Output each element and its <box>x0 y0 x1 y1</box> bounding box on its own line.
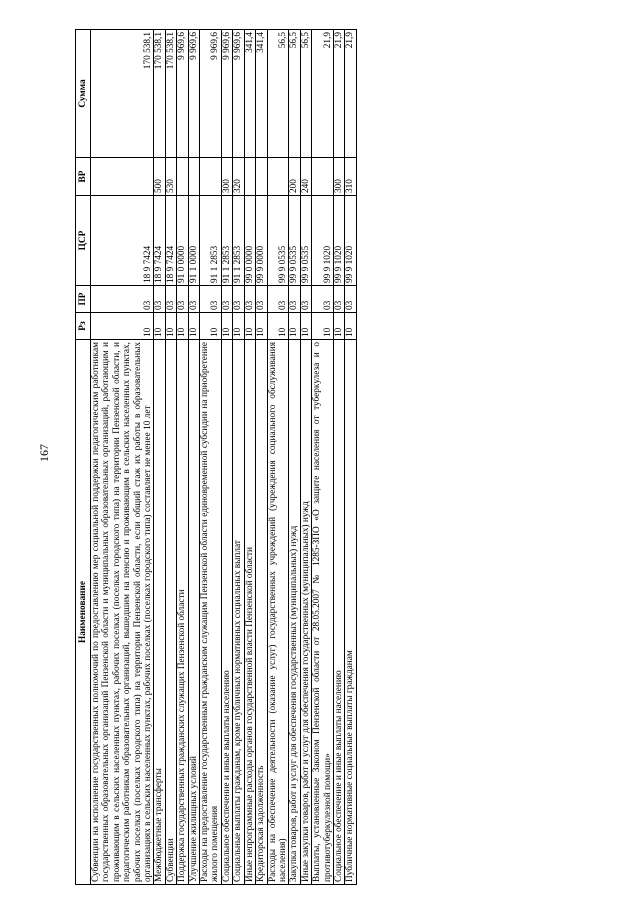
row-pr: 03 <box>333 286 344 313</box>
table-row <box>289 30 300 885</box>
row-vr <box>256 158 267 196</box>
row-sum: 9 969,6 <box>200 30 222 158</box>
row-name: Улучшение жилищных условий <box>188 340 199 885</box>
row-sum: 56,5 <box>300 30 311 158</box>
table-row <box>154 30 165 885</box>
row-name: Субвенции <box>165 340 176 885</box>
table-row <box>177 30 188 885</box>
row-csr: 99 9 1020 <box>333 196 344 286</box>
row-sum: 170 538,1 <box>91 30 154 158</box>
header-sum: Сумма <box>76 30 91 158</box>
table-row <box>165 30 176 885</box>
table-row <box>244 30 255 885</box>
table-row <box>221 30 232 885</box>
row-csr: 18 9 7424 <box>154 196 165 286</box>
row-sum: 341,4 <box>244 30 255 158</box>
row-csr: 91 0 0000 <box>177 196 188 286</box>
header-rz: Рз <box>76 313 91 340</box>
row-sum: 9 969,6 <box>188 30 199 158</box>
table-row <box>91 30 154 885</box>
row-pr: 03 <box>154 286 165 313</box>
row-name: Социальное обеспечение и иные выплаты населению <box>333 340 344 885</box>
row-name: Иные закупки товаров, работ и услуг для обеспечения государственных (муниципальных) нужд <box>300 340 311 885</box>
row-rz: 10 <box>221 313 232 340</box>
row-csr: 91 1 2853 <box>221 196 232 286</box>
row-rz: 10 <box>177 313 188 340</box>
row-name: Закупка товаров, работ и услуг для обеспечения государственных (муниципальных) нужд <box>289 340 300 885</box>
row-pr: 03 <box>91 286 154 313</box>
row-vr <box>188 158 199 196</box>
row-sum: 21,9 <box>345 30 356 158</box>
row-csr: 18 9 7424 <box>91 196 154 286</box>
row-pr: 03 <box>312 286 334 313</box>
rotated-content <box>75 30 515 885</box>
row-rz: 10 <box>200 313 222 340</box>
row-pr: 03 <box>345 286 356 313</box>
row-sum: 21,9 <box>333 30 344 158</box>
row-vr: 310 <box>345 158 356 196</box>
page-number: 167 <box>37 444 51 462</box>
row-rz: 10 <box>333 313 344 340</box>
row-vr: 200 <box>289 158 300 196</box>
row-csr: 99 9 0000 <box>256 196 267 286</box>
row-vr: 500 <box>154 158 165 196</box>
row-sum: 56,5 <box>267 30 289 158</box>
row-csr: 99 9 0535 <box>267 196 289 286</box>
row-name: Кредиторская задолженность <box>256 340 267 885</box>
row-sum: 341,4 <box>256 30 267 158</box>
budget-table <box>75 29 357 885</box>
row-rz: 10 <box>345 313 356 340</box>
row-pr: 03 <box>233 286 244 313</box>
row-csr: 91 1 2853 <box>233 196 244 286</box>
row-vr <box>200 158 222 196</box>
row-sum: 21,9 <box>312 30 334 158</box>
row-vr <box>244 158 255 196</box>
row-rz: 10 <box>267 313 289 340</box>
row-vr: 320 <box>233 158 244 196</box>
row-sum: 56,5 <box>289 30 300 158</box>
row-csr: 99 9 1020 <box>312 196 334 286</box>
row-sum: 9 969,6 <box>221 30 232 158</box>
row-vr <box>312 158 334 196</box>
row-vr <box>177 158 188 196</box>
row-name: Поддержка государственных гражданских служащих Пензенской области <box>177 340 188 885</box>
table-row <box>188 30 199 885</box>
header-row <box>76 30 91 885</box>
row-sum: 9 969,6 <box>177 30 188 158</box>
table-row <box>256 30 267 885</box>
row-rz: 10 <box>244 313 255 340</box>
row-name: Публичные нормативные социальные выплаты гражданам <box>345 340 356 885</box>
row-pr: 03 <box>256 286 267 313</box>
table-row <box>200 30 222 885</box>
header-name: Наименование <box>76 340 91 885</box>
row-csr: 18 9 7424 <box>165 196 176 286</box>
row-rz: 10 <box>91 313 154 340</box>
row-pr: 03 <box>244 286 255 313</box>
table-row <box>345 30 356 885</box>
row-rz: 10 <box>165 313 176 340</box>
row-vr <box>267 158 289 196</box>
header-csr: ЦСР <box>76 196 91 286</box>
row-name: Социальные выплаты гражданам, кроме публичных нормативных социальных выплат <box>233 340 244 885</box>
header-vr: ВР <box>76 158 91 196</box>
row-csr: 99 0 0000 <box>244 196 255 286</box>
row-csr: 99 9 1020 <box>345 196 356 286</box>
row-vr: 300 <box>221 158 232 196</box>
table-row <box>312 30 334 885</box>
row-name: Расходы на обеспечение деятельности (оказание услуг) государственных учреждений (учреждения социального обслуживания населения) <box>267 340 289 885</box>
row-pr: 03 <box>289 286 300 313</box>
row-rz: 10 <box>154 313 165 340</box>
table-row <box>300 30 311 885</box>
row-rz: 10 <box>300 313 311 340</box>
row-rz: 10 <box>233 313 244 340</box>
row-csr: 99 9 0535 <box>289 196 300 286</box>
row-pr: 03 <box>267 286 289 313</box>
row-name: Социальное обеспечение и иные выплаты населению <box>221 340 232 885</box>
row-rz: 10 <box>256 313 267 340</box>
table-row <box>333 30 344 885</box>
row-pr: 03 <box>221 286 232 313</box>
row-rz: 10 <box>188 313 199 340</box>
row-vr <box>91 158 154 196</box>
row-name: Выплаты, установленные Законом Пензенской области от 28.05.2007 № 1285-ЗПО «О защите населения от туберкулеза и о противотуберкулезной помощи» <box>312 340 334 885</box>
table-row <box>233 30 244 885</box>
row-csr: 91 1 2853 <box>200 196 222 286</box>
row-vr: 530 <box>165 158 176 196</box>
row-sum: 170 538,1 <box>165 30 176 158</box>
row-sum: 9 969,6 <box>233 30 244 158</box>
row-pr: 03 <box>165 286 176 313</box>
row-vr: 300 <box>333 158 344 196</box>
row-pr: 03 <box>200 286 222 313</box>
row-name: Межбюджетные трансферты <box>154 340 165 885</box>
row-pr: 03 <box>300 286 311 313</box>
row-csr: 99 9 0535 <box>300 196 311 286</box>
row-pr: 03 <box>188 286 199 313</box>
row-rz: 10 <box>312 313 334 340</box>
table-row <box>267 30 289 885</box>
header-pr: ПР <box>76 286 91 313</box>
row-name: Расходы на предоставление государственным гражданским служащим Пензенской области единовременной субсидии на приобретение жилого помещения <box>200 340 222 885</box>
row-name: Иные непрограммные расходы органов государственной власти Пензенской области <box>244 340 255 885</box>
row-sum: 170 538,1 <box>154 30 165 158</box>
row-vr: 240 <box>300 158 311 196</box>
row-rz: 10 <box>289 313 300 340</box>
row-pr: 03 <box>177 286 188 313</box>
rotated-page <box>75 30 515 885</box>
row-csr: 91 1 0000 <box>188 196 199 286</box>
row-name: Субвенции на исполнение государственных полномочий по предоставлению мер социальной поддержки педагогическим работникам государственных образовательных организаций Пензенской области и муниципальных образовательных организаций, работающим и проживающим в сельских населенных пунктах, рабочих поселках (поселках городского типа) на территории Пензенской области, и педагогическим работникам образовательных организаций, вышедшим на пенсию и проживающим в сельских населенных пунктах, рабочих поселках (поселках городского типа) на территории Пензенской области, если общий стаж их работы в образовательных организациях в сельских населенных пунктах, рабочих поселках (поселках городского типа) составляет не менее 10 лет <box>91 340 154 885</box>
